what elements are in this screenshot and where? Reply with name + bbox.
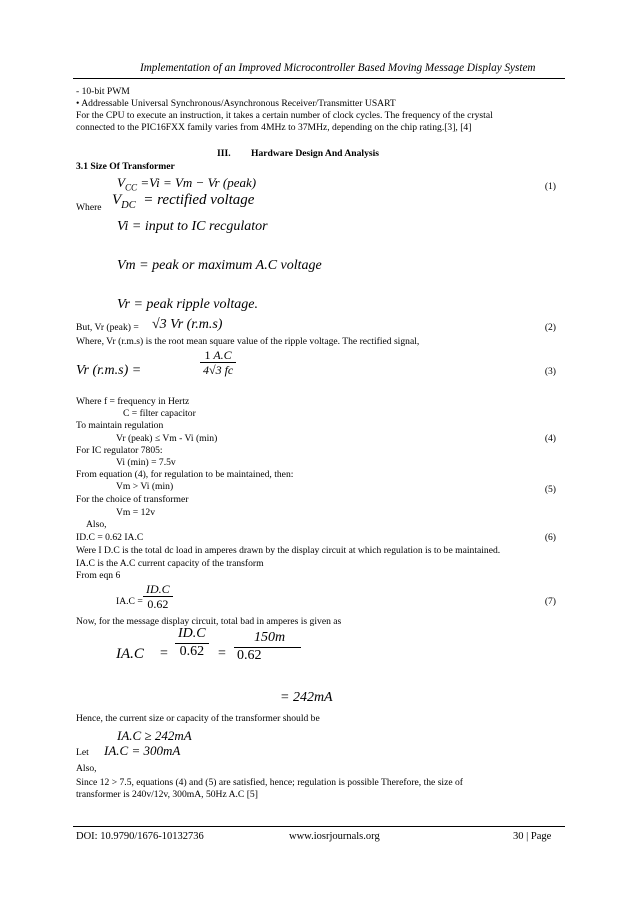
- eq3-num-top: 1: [204, 348, 211, 362]
- eq2-number: (2): [544, 322, 556, 333]
- vi-min: Vi (min) = 7.5v: [116, 457, 176, 468]
- big-eq-fraction2: [234, 630, 301, 664]
- big-eq-lhs: IA.C: [116, 646, 144, 662]
- result-242ma: = 242mA: [280, 690, 333, 705]
- eq1-lhs: V: [117, 175, 125, 190]
- eq3-lhs: Vr (r.m.s) =: [76, 363, 142, 378]
- eq7-frac: [143, 582, 173, 611]
- running-title: Implementation of an Improved Microcontroller Based Moving Message Display System: [140, 62, 536, 74]
- eq4-text: Vr (peak) ≤ Vm - Vi (min): [116, 433, 218, 444]
- footer-rule: [73, 826, 565, 827]
- def-vi: Vi = input to IC recgulator: [117, 219, 268, 234]
- eq7-denominator: 0.62: [147, 597, 169, 612]
- c-definition: C = filter capacitor: [123, 408, 196, 419]
- also-1: Also,: [86, 519, 107, 530]
- eq5-number: (5): [544, 484, 556, 495]
- eq6-text: ID.C = 0.62 IA.C: [76, 532, 144, 543]
- eq1-number: (1): [544, 181, 556, 192]
- def-vm: Vm = peak or maximum A.C voltage: [117, 258, 322, 273]
- bullet-pwm: - 10-bit PWM: [76, 86, 130, 97]
- eq1-rhs: =Vi = Vm − Vr (peak): [140, 175, 257, 190]
- eq6-number: (6): [544, 532, 556, 543]
- f-definition: Where f = frequency in Hertz: [76, 396, 190, 407]
- header-rule: [73, 78, 565, 79]
- footer-site: www.iosrjournals.org: [289, 831, 380, 842]
- hence-line: Hence, the current size or capacity of the transformer should be: [76, 713, 320, 724]
- def-vdc-text: = rectified voltage: [143, 192, 255, 208]
- eq7-number: (7): [544, 596, 556, 607]
- also-2: Also,: [76, 763, 97, 774]
- def-vdc-symbol: V: [112, 192, 122, 208]
- maintain-regulation: To maintain regulation: [76, 420, 164, 431]
- eq2-prefix: But, Vr (peak) =: [76, 322, 139, 333]
- eq3-frac: [200, 348, 236, 377]
- rms-description: Where, Vr (r.m.s) is the root mean square value of the ripple voltage. The rectified signal,: [76, 336, 420, 347]
- section-title: Hardware Design And Analysis: [251, 148, 380, 159]
- footer-page: 30 | Page: [513, 831, 552, 842]
- intro-para-line2: connected to the PIC16FXX family varies from 4MHz to 37MHz, depending on the chip rating.[3], [4]: [76, 122, 472, 133]
- eq3-num-frac: A.C: [213, 348, 232, 362]
- footer-doi: DOI: 10.9790/1676-10132736: [76, 831, 204, 842]
- def-vr: Vr = peak ripple voltage.: [117, 297, 258, 312]
- now-line: Now, for the message display circuit, total bad in amperes is given as: [76, 616, 342, 627]
- big-eq-frac2: [234, 630, 301, 664]
- def-vdc-sub: DC: [121, 200, 136, 211]
- were-line: Were I D.C is the total dc load in amperes drawn by the display circuit at which regulation is to be maintained.: [76, 545, 501, 556]
- eq3-denominator: 4√3 fc: [203, 363, 234, 378]
- big-eq-num1: ID.C: [175, 626, 209, 644]
- eq3-numerator: [200, 348, 236, 363]
- def-vdc: [112, 192, 254, 212]
- big-eq-equals1: =: [160, 646, 168, 661]
- big-eq-den1: 0.62: [179, 643, 205, 659]
- eq4-number: (4): [544, 433, 556, 444]
- big-eq-frac1: [175, 626, 209, 660]
- eq5-text: Vm > Vi (min): [116, 481, 174, 492]
- let-expression: IA.C = 300mA: [104, 743, 181, 758]
- eq7-lhs: IA.C =: [116, 596, 143, 607]
- bullet-usart: • Addressable Universal Synchronous/Asynchronous Receiver/Transmitter USART: [76, 98, 396, 109]
- big-eq-num2: 150m: [234, 630, 301, 648]
- eq3-number: (3): [544, 366, 556, 377]
- let-label: Let: [76, 747, 89, 758]
- eq7-numerator: ID.C: [143, 582, 173, 597]
- final-line1: Since 12 > 7.5, equations (4) and (5) are satisfied, hence; regulation is possible Therefore, the size of: [76, 777, 463, 788]
- transformer-choice: For the choice of transformer: [76, 494, 189, 505]
- big-eq-den2: 0.62: [237, 647, 262, 663]
- intro-para-line1: For the CPU to execute an instruction, it takes a certain number of clock cycles. The frequency of the crystal: [76, 110, 493, 121]
- eq1-expression: [117, 175, 256, 193]
- from-eq4: From equation (4), for regulation to be maintained, then:: [76, 469, 294, 480]
- where-label: Where: [76, 202, 102, 213]
- eq1-lhs-sub: CC: [124, 182, 138, 193]
- final-line2: transformer is 240v/12v, 300mA, 50Hz A.C [5]: [76, 789, 258, 800]
- eq3-fraction: [200, 348, 236, 377]
- eq2-expression: √3 Vr (r.m.s): [152, 317, 223, 332]
- big-eq-equals2: =: [218, 646, 226, 661]
- big-eq-fraction1: [175, 626, 209, 660]
- inequality: IA.C ≥ 242mA: [117, 728, 192, 743]
- from-eqn6: From eqn 6: [76, 570, 121, 581]
- vm-12v: Vm = 12v: [116, 507, 155, 518]
- eq7-fraction: [143, 582, 173, 611]
- iac-line: IA.C is the A.C current capacity of the transform: [76, 558, 264, 569]
- subsection-title: 3.1 Size Of Transformer: [76, 161, 175, 172]
- section-number: III.: [217, 148, 231, 159]
- ic-regulator: For IC regulator 7805:: [76, 445, 163, 456]
